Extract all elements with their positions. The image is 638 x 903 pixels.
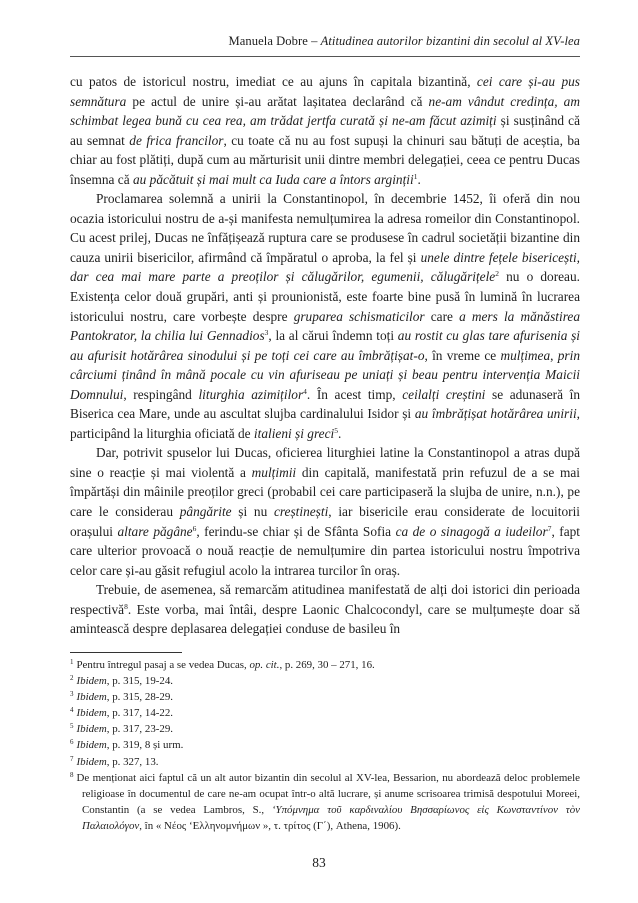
footnote-ref: 4 — [303, 386, 307, 396]
italic-run: au rostit cu glas tare afurisenia și au afurisit hotărârea sinodului și pe toți cei care au îmbrățișat-o — [70, 328, 580, 363]
paragraph — [70, 72, 580, 189]
footnote-ref: 6 — [192, 523, 197, 533]
footnote-ref: 3 — [264, 328, 269, 338]
paragraph — [70, 443, 580, 580]
page-number: 83 — [312, 855, 326, 870]
text-run: . Este vorba, mai întâi, despre Laonic Chalcocondyl, care se mulțumește doar să amintească despre deplasarea delegației conduse de basileu în — [70, 601, 580, 637]
italic-run: Ibidem — [76, 675, 107, 688]
italic-run: italieni și greci — [253, 425, 335, 441]
italic-run: de frica francilor — [129, 132, 224, 148]
text-run: Pentru întregul pasaj a se vedea Ducas, — [76, 659, 250, 671]
text-run: , p. 319, 8 și urm. — [106, 739, 184, 752]
text-run: , p. 317, 23-29. — [106, 723, 173, 736]
text-run: . — [417, 171, 421, 187]
text-run: Proclamarea solemnă a unirii la Constantinopol, în decembrie 1452, îi oferă din nou ocazia istoricului nostru de a-și manifesta nemulțumirea la adresa romeilor din Constantinopol. Cu acest prilej, Ducas ne înfățișează ruptura care se produsese în cadrul societății bizantine din cauza unirii bisericilor, afirmând că împăratul o aproba, la fel și — [70, 191, 580, 265]
footnote-number: 2 — [70, 674, 74, 683]
footnote-number: 3 — [70, 690, 74, 699]
footnote — [70, 673, 580, 689]
footnote — [70, 770, 580, 834]
footnote — [70, 754, 580, 770]
header-rule — [70, 56, 580, 57]
footnotes — [70, 657, 580, 834]
italic-run: ca de o sinagogă a iudeilor — [395, 523, 548, 539]
text-run: , p. 317, 14-22. — [106, 707, 173, 720]
text-run: care — [424, 308, 460, 324]
footnote-ref: 8 — [124, 601, 128, 611]
footnote-ref: 5 — [334, 425, 338, 435]
text-run: , participând la liturghia oficiată de — [70, 406, 580, 441]
italic-run: Ibidem — [76, 707, 107, 720]
text-run: , fapt care ulterior provoacă o nouă reacție de nemulțumire din partea istoricului nostru împotriva celor care și-au găsit refugiul acolo la intrarea turcilor în oraș. — [70, 523, 580, 578]
footnote-number: 8 — [70, 770, 74, 779]
text-run: , la al cărui îndemn toți — [268, 328, 398, 344]
text-run: nu o doreau. Existența celor două grupări, anti și prounionistă, este foarte bine pusă în lumină în lucrarea istoricului nostru, care vorbește despre — [70, 269, 580, 324]
footnote-ref: 1 — [413, 171, 418, 181]
italic-run: cei care și-au pus semnătura — [70, 74, 580, 109]
italic-run: a mers la mănăstirea Pantokrator, la chilia lui Gennadios — [70, 308, 581, 344]
footnote — [70, 705, 580, 721]
text-run: Dar, potrivit spuselor lui Ducas, oficierea liturghiei latine la Constantinopol a atras după sine o reacție și mai violentă a — [70, 445, 580, 480]
header-separator: – — [307, 34, 321, 48]
paragraph — [70, 189, 580, 443]
text-run: , cu toate că nu au fost supuși la chinuri sau bătuți de aceștia, ba chiar au fost plătiți, după cum au mărturisit unii dintre membri delegației, ceea ce pentru Ducas însemna că — [70, 132, 580, 187]
italic-run: pângărite — [179, 504, 232, 520]
footnote-ref: 2 — [495, 269, 499, 279]
text-run: , p. 315, 28-29. — [106, 691, 173, 704]
footnote-number: 5 — [70, 722, 74, 731]
italic-run: mulțimii — [251, 464, 297, 480]
italic-run: mulțimea — [500, 347, 551, 363]
header-author: Manuela Dobre — [228, 34, 308, 48]
italic-run: gruparea schismaticilor — [293, 308, 425, 324]
italic-run: Ibidem — [76, 691, 107, 704]
italic-run: liturghia azimiților — [198, 386, 304, 402]
text-run: . — [337, 425, 342, 441]
italic-run: Ibidem — [76, 723, 107, 736]
text-run: se adunaseră în Biserica cea Mare, unde au ascultat slujba cardinalului Isidor și — [70, 386, 581, 422]
text-run: , în « Νέος ‘Ελληνομνήμων », τ. τρίτος (Γ΄), Athena, 1906). — [139, 819, 401, 832]
body-text — [70, 72, 580, 639]
italic-run: op. cit. — [249, 659, 280, 671]
italic-run: altare păgâne — [117, 523, 193, 539]
text-run: , p. 269, 30 – 271, 16. — [279, 659, 375, 671]
paragraph — [70, 580, 580, 639]
italic-run: prin cârciumi ținând în mână pocale cu vin afuriseau pe uniați și beau pentru intervenția Maicii Domnului — [70, 347, 580, 402]
text-run: . În acest timp, — [306, 386, 403, 402]
text-run: , ferindu-se chiar și de Sfânta Sofia — [196, 523, 396, 539]
text-run: , — [550, 347, 558, 363]
text-run: , p. 315, 19-24. — [106, 675, 173, 688]
italic-run: unele dintre fețele bisericești, dar cea mai mare parte a preoților și călugărilor, egumenii, călugărițele — [70, 249, 580, 285]
footnote — [70, 689, 580, 705]
italic-run: ne-am vândut credința, am schimbat legea bună cu cea rea, am trădat jertfa curată și ne-am făcut azimiți — [70, 93, 580, 129]
running-header — [70, 34, 580, 49]
footnote-number: 4 — [70, 706, 74, 715]
italic-run: Ibidem — [76, 739, 107, 752]
text-run: și nu — [231, 504, 274, 520]
italic-run: ‘Υπόμνημα τοῦ καρδιναλίου Βησσαρίωνος εἰς Κωνσταντίνον τὸν Παλαιολόγον — [82, 803, 580, 832]
text-run: cu patos de istoricul nostru, imediat ce au ajuns în capitala bizantină, — [70, 74, 477, 89]
italic-run: au îmbrățișat hotărârea unirii — [414, 406, 577, 422]
text-run: Trebuie, de asemenea, să remarcăm atitudinea manifestată de alți doi istorici din perioada respectivă — [70, 582, 580, 617]
text-run: , respingând — [123, 386, 199, 402]
footnote-number: 7 — [70, 754, 74, 763]
text-run: , iar bisericile erau considerate de locuitorii orașului — [70, 504, 580, 539]
italic-run: au păcătuit și mai mult ca Iuda care a întors arginții — [133, 171, 414, 187]
text-run: pe actul de unire și-au arătat lașitatea declarând că — [126, 93, 429, 109]
footnote — [70, 737, 580, 753]
text-run: , în vreme ce — [424, 347, 501, 363]
text-run: și susținând că au semnat — [70, 113, 580, 148]
footnote-number: 6 — [70, 738, 74, 747]
footnote-separator — [70, 652, 182, 653]
text-run: De menționat aici faptul că un alt autor bizantin din secolul al XV-lea, Bessarion, nu abordează deloc problemele religioase în documentul de care ne-am ocupat într-o altă lucrare, și anume scrisoarea trimisă despotului Moreei, Constantin (a se vedea Lambros, S., — [76, 771, 580, 816]
italic-run: creștinești — [273, 504, 329, 520]
footnote-ref: 7 — [547, 523, 552, 533]
footnote — [70, 721, 580, 737]
footnote — [70, 657, 580, 673]
footnote-number: 1 — [70, 658, 74, 666]
text-run: , p. 327, 13. — [106, 755, 159, 768]
text-run: din capitală, manifestată prin refuzul de a se mai împărtăși din mâinile preoților greci (probabil cei care participaseră la slujba de unire, n.n.), pe care le considerau — [70, 464, 580, 520]
italic-run: Ibidem — [76, 755, 107, 768]
header-title: Atitudinea autorilor bizantini din secolul al XV-lea — [320, 34, 580, 48]
italic-run: ceilalți creștini — [402, 386, 486, 402]
